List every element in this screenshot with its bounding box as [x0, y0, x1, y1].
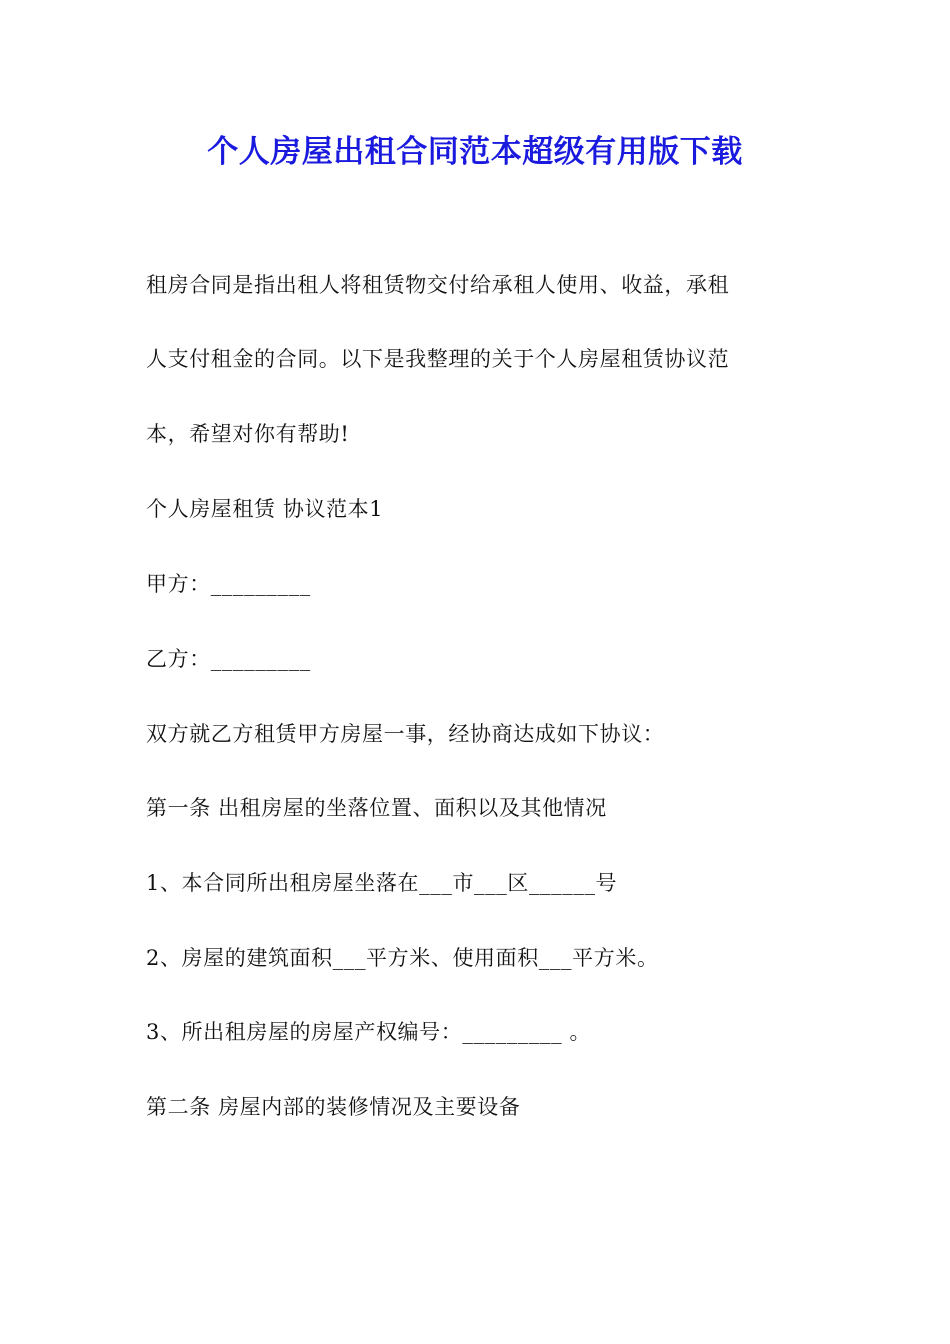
party-a-line: 甲方：_________ [146, 572, 311, 596]
article-2-heading: 第二条 房屋内部的装修情况及主要设备 [146, 1095, 521, 1119]
party-b-line: 乙方：_________ [146, 647, 311, 671]
intro-line-1: 租房合同是指出租人将租赁物交付给承租人使用、收益，承租 [146, 273, 730, 297]
intro-line-3: 本，希望对你有帮助! [146, 422, 350, 446]
document-title: 个人房屋出租合同范本超级有用版下载 [207, 134, 743, 170]
article-1-clause-1: 1、本合同所出租房屋坐落在___市___区______号 [146, 871, 618, 895]
article-1-clause-3: 3、所出租房屋的房屋产权编号：_________ 。 [146, 1020, 592, 1044]
agreement-intro-line: 双方就乙方租赁甲方房屋一事，经协商达成如下协议： [146, 722, 665, 746]
article-1-clause-2: 2、房屋的建筑面积___平方米、使用面积___平方米。 [146, 946, 659, 970]
article-1-heading: 第一条 出租房屋的坐落位置、面积以及其他情况 [146, 796, 607, 820]
section-heading-agreement-1: 个人房屋租赁 协议范本1 [146, 497, 384, 521]
intro-line-2: 人支付租金的合同。以下是我整理的关于个人房屋租赁协议范 [146, 347, 730, 371]
